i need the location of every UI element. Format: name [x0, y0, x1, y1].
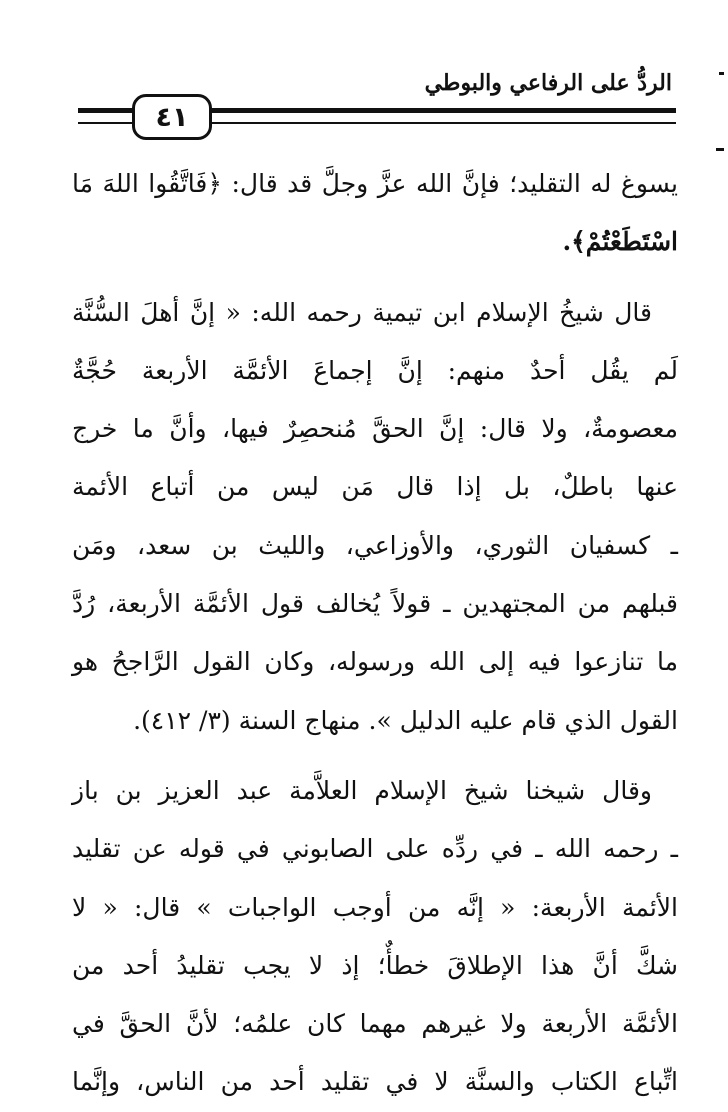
text-line: يسوغ له التقليد؛ فإنَّ الله عزَّ وجلَّ قد قال: ﴿فَاتَّقُوا اللهَ مَا — [72, 169, 678, 198]
text-line: عنها باطلٌ، بل إذا قال مَن ليس من أتباع الأئمة — [72, 472, 678, 502]
text-line: ما تنازعوا فيه إلى الله ورسوله، وكان القول الرَّاجحُ هو — [72, 647, 678, 677]
running-title: الردُّ على الرفاعي والبوطي — [424, 70, 672, 96]
paragraph-1 — [72, 155, 678, 272]
body-text — [72, 155, 678, 1112]
text-line: لَم يقُل أحدٌ منهم: إنَّ إجماعَ الأئمَّة الأربعة حُجَّةٌ — [72, 355, 678, 385]
paragraph-2 — [72, 284, 678, 750]
paragraph-3 — [72, 762, 678, 1112]
text-line-content: وقال شيخنا شيخ الإسلام العلاَّمة عبد العزيز بن باز — [72, 775, 652, 805]
margin-mark — [716, 148, 724, 151]
text-line: الأئمَّة الأربعة ولا غيرهم مهما كان علمُه؛ لأنَّ الحقَّ في — [72, 1009, 678, 1039]
text-line: اتِّباع الكتاب والسنَّة لا في تقليد أحد من الناس، وإنَّما — [72, 1067, 678, 1097]
text-line: شكَّ أنَّ هذا الإطلاقَ خطأٌ؛ إذ لا يجب تقليدُ أحد من — [72, 950, 678, 980]
page-number: ٤١ — [132, 94, 212, 140]
margin-mark — [719, 72, 724, 75]
text-line — [72, 762, 678, 820]
text-line: معصومةٌ، ولا قال: إنَّ الحقَّ مُنحصِرٌ فيها، وأنَّ ما خرج — [72, 414, 678, 444]
text-line: ـ رحمه الله ـ في ردِّه على الصابوني في قوله عن تقليد — [72, 834, 678, 864]
text-line: اسْتَطَعْتُمْ﴾. — [562, 227, 678, 257]
text-line-content: قال شيخُ الإسلام ابن تيمية رحمه الله: « إنَّ أهلَ السُّنَّة — [72, 297, 652, 327]
text-line: ـ كسفيان الثوري، والأوزاعي، والليث بن سعد، ومَن — [72, 530, 678, 560]
text-line — [72, 284, 678, 342]
text-line: القول الذي قام عليه الدليل ». منهاج السنة (٣/ ٤١٢). — [133, 705, 678, 735]
text-line: قبلهم من المجتهدين ـ قولاً يُخالف قول الأئمَّة الأربعة، رُدَّ — [72, 589, 678, 619]
text-line: الأئمة الأربعة: « إنَّه من أوجب الواجبات » قال: « لا — [72, 892, 678, 922]
